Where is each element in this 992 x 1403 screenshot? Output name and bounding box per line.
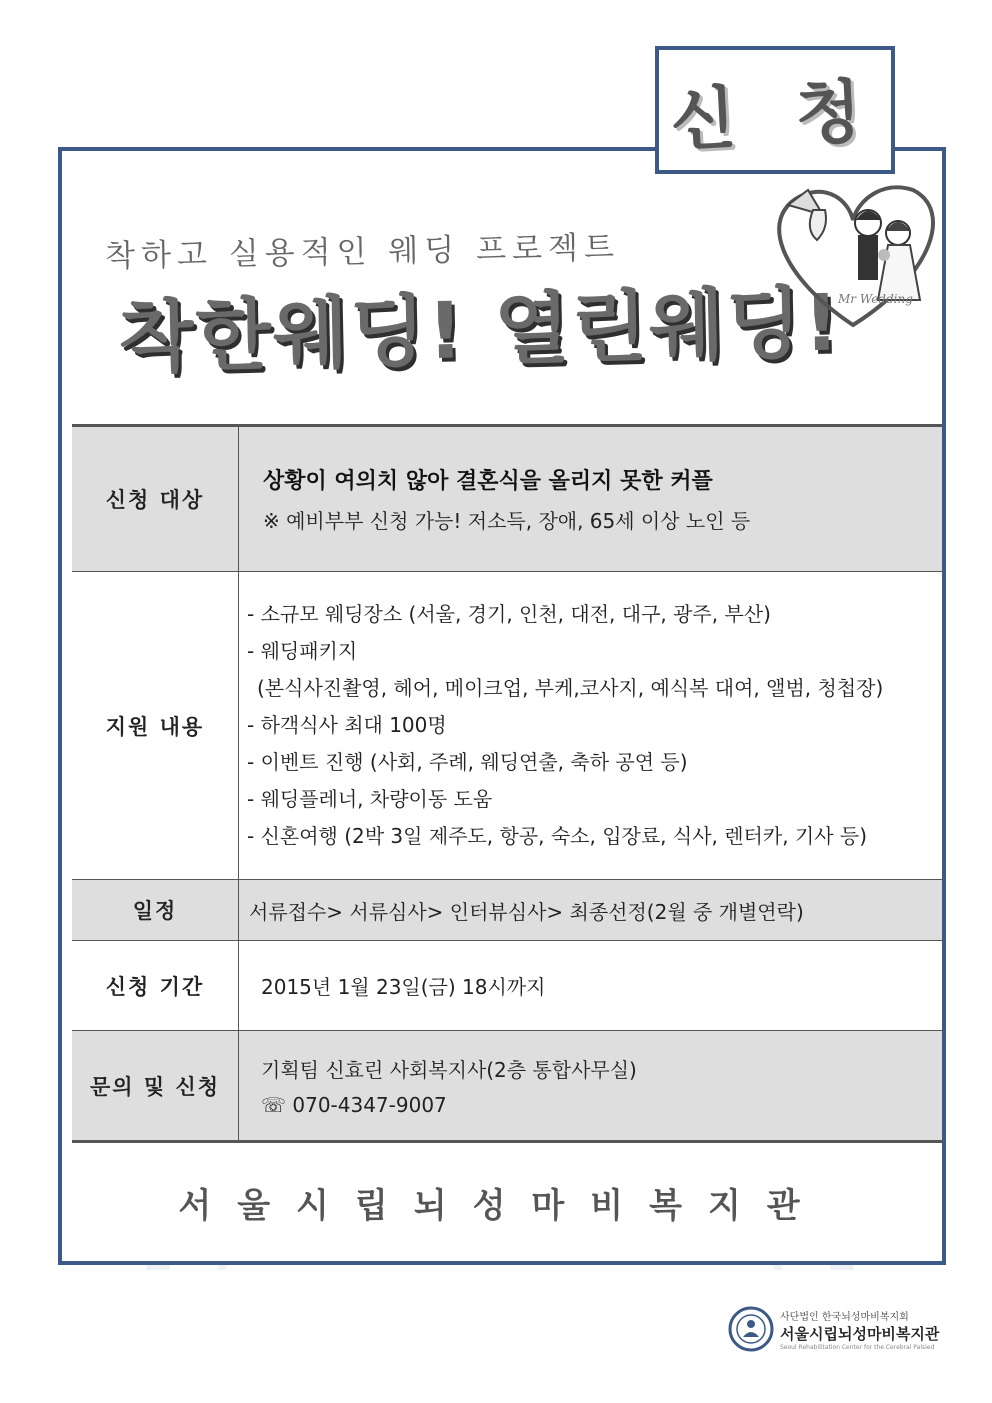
row-contact <box>72 1031 942 1142</box>
support-item: (본식사진촬영, 헤어, 메이크업, 부케,코사지, 예식복 대여, 앨범, 청첩장) <box>257 676 884 700</box>
label-schedule: 일정 <box>72 880 239 941</box>
subtitle: 착하고 실용적인 웨딩 프로젝트 <box>104 229 621 275</box>
cell-support <box>239 572 943 880</box>
target-note: ※ 예비부부 신청 가능! 저소득, 장애, 65세 이상 노인 등 <box>263 509 751 533</box>
decoration-text: Mr Wedding <box>838 292 913 306</box>
row-period <box>72 941 942 1031</box>
logo-english: Seoul Rehabilitation Center for the Cerebral Palsied <box>780 1343 935 1351</box>
contact-phone: ☏ 070-4347-9007 <box>261 1093 447 1117</box>
label-contact: 문의 및 신청 <box>72 1031 239 1142</box>
apply-stamp-label: 신 청 <box>668 71 882 161</box>
label-period: 신청 기간 <box>72 941 239 1031</box>
row-support <box>72 572 942 880</box>
period-value: 2015년 1월 23일(금) 18시까지 <box>239 941 943 1031</box>
target-main: 상황이 여의치 않아 결혼식을 올리지 못한 커플 <box>263 469 713 494</box>
row-schedule <box>72 880 942 941</box>
info-table <box>72 424 942 1143</box>
logo-small-text: 사단법인 한국뇌성마비복지회 <box>780 1311 909 1323</box>
org-emblem-icon <box>728 1306 774 1352</box>
wedding-couple-illustration <box>758 175 948 335</box>
contact-person: 기획팀 신효린 사회복지사(2층 통합사무실) <box>261 1058 637 1082</box>
footer-org-name: 서울시립뇌성마비복지관 <box>178 1186 826 1226</box>
support-item: - 소규모 웨딩장소 (서울, 경기, 인천, 대전, 대구, 광주, 부산) <box>247 602 771 626</box>
support-item: - 웨딩플레너, 차량이동 도움 <box>247 787 493 811</box>
support-item: - 하객식사 최대 100명 <box>247 713 447 737</box>
support-item: - 이벤트 진행 (사회, 주례, 웨딩연출, 축하 공연 등) <box>247 750 688 774</box>
row-target <box>72 426 942 572</box>
org-logo <box>728 1306 939 1352</box>
label-support: 지원 내용 <box>72 572 239 880</box>
page-title: 착한웨딩! 열린웨딩! <box>117 278 843 384</box>
apply-stamp <box>655 46 895 174</box>
support-item: - 신혼여행 (2박 3일 제주도, 항공, 숙소, 입장료, 식사, 렌터카, 기사 등) <box>247 824 868 848</box>
schedule-value: 서류접수> 서류심사> 인터뷰심사> 최종선정(2월 중 개별연락) <box>239 880 943 941</box>
support-item: - 웨딩패키지 <box>247 639 358 663</box>
cell-contact <box>239 1031 943 1142</box>
logo-name: 서울시립뇌성마비복지관 <box>780 1324 940 1343</box>
label-target: 신청 대상 <box>72 426 239 572</box>
cell-target <box>239 426 943 572</box>
